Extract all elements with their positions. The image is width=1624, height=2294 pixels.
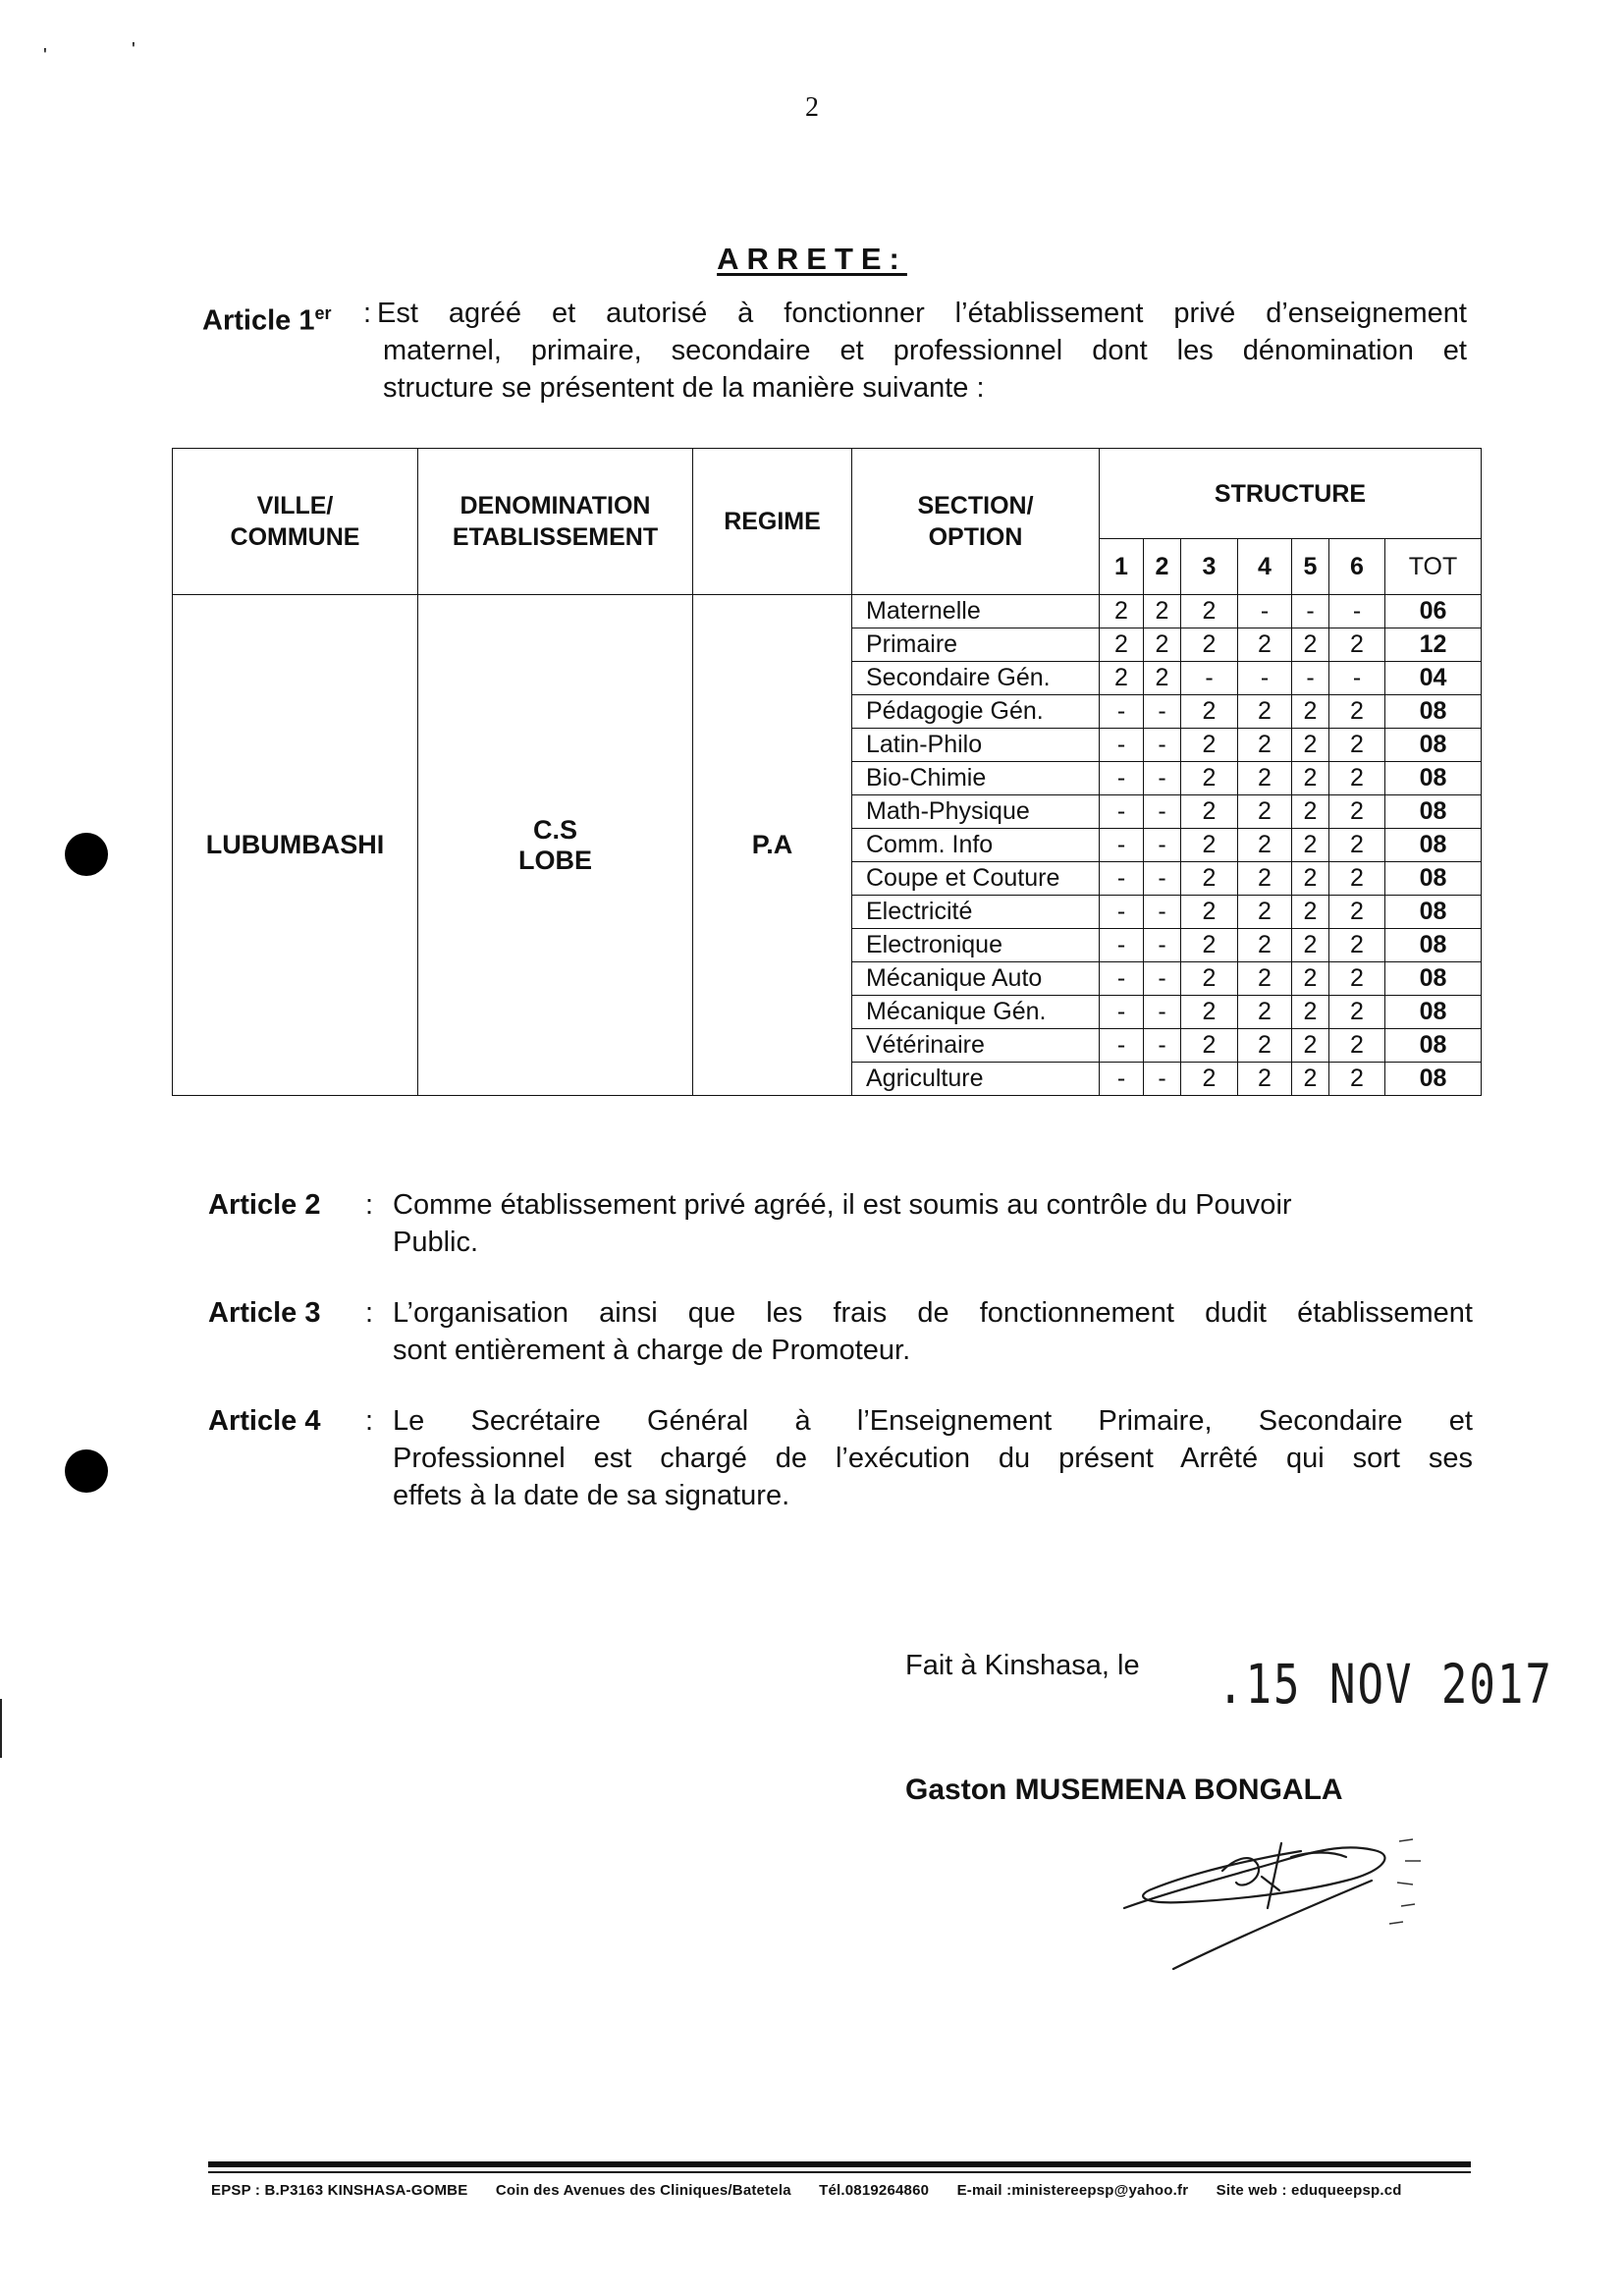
header-regime: REGIME: [693, 449, 852, 595]
year-cell: 2: [1238, 896, 1292, 929]
year-cell: 2: [1238, 729, 1292, 762]
year-cell: 2: [1238, 862, 1292, 896]
decree-heading: ARRETE:: [717, 242, 907, 276]
year-cell: 2: [1292, 996, 1329, 1029]
place-of-signature: Fait à Kinshasa, le: [905, 1650, 1140, 1681]
article-4-label: Article 4: [208, 1405, 321, 1437]
article-1-colon: :: [363, 298, 372, 329]
article-2-line: Public.: [393, 1227, 479, 1258]
ville-cell: LUBUMBASHI: [173, 595, 418, 1096]
year-cell: -: [1100, 695, 1144, 729]
year-cell: 2: [1329, 896, 1385, 929]
year-cell: -: [1100, 929, 1144, 962]
year-cell: 2: [1181, 929, 1238, 962]
year-cell: -: [1100, 996, 1144, 1029]
year-cell: -: [1144, 862, 1181, 896]
punch-hole: [65, 1449, 108, 1493]
year-cell: 2: [1181, 695, 1238, 729]
year-cell: 2: [1181, 795, 1238, 829]
table-row: [173, 595, 1482, 628]
total-cell: 08: [1385, 1029, 1482, 1063]
year-cell: 2: [1238, 929, 1292, 962]
header-structure: STRUCTURE: [1100, 449, 1482, 539]
year-cell: 2: [1100, 662, 1144, 695]
year-cell: -: [1144, 762, 1181, 795]
article-3-colon: :: [365, 1297, 374, 1329]
year-cell: 2: [1329, 795, 1385, 829]
article-1-line: structure se présentent de la manière suivante :: [383, 372, 985, 404]
year-cell: 2: [1144, 595, 1181, 628]
date-stamp: .15 NOV 2017: [1218, 1654, 1553, 1717]
year-cell: 2: [1181, 896, 1238, 929]
year-cell: -: [1100, 1029, 1144, 1063]
option-cell: Latin-Philo: [852, 729, 1100, 762]
year-cell: 2: [1181, 996, 1238, 1029]
year-cell: 2: [1292, 1063, 1329, 1096]
year-cell: 2: [1329, 762, 1385, 795]
article-1-label: Article 1er: [202, 303, 332, 337]
year-cell: -: [1144, 695, 1181, 729]
article-3: [208, 1294, 1475, 1373]
option-cell: Vétérinaire: [852, 1029, 1100, 1063]
year-cell: 2: [1329, 929, 1385, 962]
option-cell: Pédagogie Gén.: [852, 695, 1100, 729]
year-cell: -: [1238, 595, 1292, 628]
header-year-5: 5: [1292, 539, 1329, 595]
page-number: 2: [805, 92, 819, 123]
year-cell: 2: [1238, 1063, 1292, 1096]
total-cell: 06: [1385, 595, 1482, 628]
handwritten-signature: [1114, 1822, 1468, 1989]
option-cell: Electricité: [852, 896, 1100, 929]
total-cell: 08: [1385, 729, 1482, 762]
header-section: SECTION/ OPTION: [852, 449, 1100, 595]
year-cell: 2: [1329, 996, 1385, 1029]
year-cell: 2: [1238, 962, 1292, 996]
denomination-line: C.S: [532, 814, 577, 845]
year-cell: -: [1329, 662, 1385, 695]
year-cell: -: [1144, 962, 1181, 996]
year-cell: 2: [1292, 729, 1329, 762]
year-cell: 2: [1292, 795, 1329, 829]
article-2-label: Article 2: [208, 1189, 321, 1221]
article-2-text: [393, 1186, 1473, 1261]
option-cell: Comm. Info: [852, 829, 1100, 862]
total-cell: 12: [1385, 628, 1482, 662]
year-cell: 2: [1292, 762, 1329, 795]
year-cell: 2: [1292, 1029, 1329, 1063]
signer-name: Gaston MUSEMENA BONGALA: [905, 1774, 1343, 1806]
article-3-text: [393, 1294, 1473, 1369]
year-cell: -: [1100, 962, 1144, 996]
year-cell: 2: [1238, 795, 1292, 829]
year-cell: 2: [1329, 962, 1385, 996]
year-cell: 2: [1181, 862, 1238, 896]
article-3-label: Article 3: [208, 1297, 321, 1329]
article-4-line: Le Secrétaire Général à l’Enseignement Primaire, Secondaire et: [393, 1405, 1473, 1437]
article-1-line: Est agréé et autorisé à fonctionner l’établissement privé d’enseignement: [377, 298, 1467, 329]
footer-location: Coin des Avenues des Cliniques/Batetela: [495, 2182, 791, 2199]
total-cell: 08: [1385, 762, 1482, 795]
option-cell: Coupe et Couture: [852, 862, 1100, 896]
header-year-3: 3: [1181, 539, 1238, 595]
article-4-line: Professionnel est chargé de l’exécution du présent Arrêté qui sort ses: [393, 1443, 1473, 1474]
header-total: TOT: [1385, 539, 1482, 595]
year-cell: -: [1329, 595, 1385, 628]
article-1: [202, 295, 1469, 412]
header-year-4: 4: [1238, 539, 1292, 595]
footer: [211, 2182, 1478, 2199]
option-cell: Math-Physique: [852, 795, 1100, 829]
year-cell: 2: [1329, 1063, 1385, 1096]
year-cell: 2: [1100, 628, 1144, 662]
footer-email: E-mail :ministereepsp@yahoo.fr: [956, 2182, 1189, 2199]
total-cell: 08: [1385, 862, 1482, 896]
year-cell: 2: [1292, 929, 1329, 962]
year-cell: -: [1144, 795, 1181, 829]
total-cell: 08: [1385, 829, 1482, 862]
structure-table: [172, 448, 1482, 1096]
year-cell: -: [1181, 662, 1238, 695]
year-cell: 2: [1292, 695, 1329, 729]
year-cell: 2: [1181, 762, 1238, 795]
article-1-line: maternel, primaire, secondaire et professionnel dont les dénomination et: [383, 335, 1467, 366]
total-cell: 08: [1385, 996, 1482, 1029]
article-2: [208, 1186, 1475, 1265]
option-cell: Mécanique Auto: [852, 962, 1100, 996]
year-cell: 2: [1181, 595, 1238, 628]
header-year-2: 2: [1144, 539, 1181, 595]
article-3-line: L’organisation ainsi que les frais de fonctionnement dudit établissement: [393, 1297, 1473, 1329]
article-4-line: effets à la date de sa signature.: [393, 1480, 790, 1511]
year-cell: 2: [1181, 628, 1238, 662]
year-cell: -: [1238, 662, 1292, 695]
denomination-line: LOBE: [517, 845, 592, 875]
total-cell: 08: [1385, 795, 1482, 829]
total-cell: 08: [1385, 929, 1482, 962]
year-cell: 2: [1238, 695, 1292, 729]
year-cell: -: [1144, 996, 1181, 1029]
year-cell: 2: [1329, 729, 1385, 762]
option-cell: Bio-Chimie: [852, 762, 1100, 795]
year-cell: 2: [1238, 762, 1292, 795]
year-cell: 2: [1329, 1029, 1385, 1063]
year-cell: 2: [1238, 829, 1292, 862]
year-cell: -: [1100, 896, 1144, 929]
total-cell: 08: [1385, 896, 1482, 929]
year-cell: -: [1100, 795, 1144, 829]
year-cell: -: [1100, 829, 1144, 862]
year-cell: 2: [1292, 862, 1329, 896]
year-cell: 2: [1292, 829, 1329, 862]
article-4-text: [393, 1402, 1473, 1514]
structure-table-wrapper: [172, 448, 1482, 1096]
year-cell: 2: [1100, 595, 1144, 628]
year-cell: -: [1292, 662, 1329, 695]
footer-rule: [208, 2161, 1471, 2167]
year-cell: -: [1292, 595, 1329, 628]
year-cell: 2: [1329, 862, 1385, 896]
year-cell: 2: [1238, 1029, 1292, 1063]
option-cell: Electronique: [852, 929, 1100, 962]
footer-address: EPSP : B.P3163 KINSHASA-GOMBE: [211, 2182, 468, 2199]
article-3-line: sont entièrement à charge de Promoteur.: [393, 1335, 911, 1366]
year-cell: -: [1100, 1063, 1144, 1096]
year-cell: -: [1144, 896, 1181, 929]
option-cell: Primaire: [852, 628, 1100, 662]
header-year-6: 6: [1329, 539, 1385, 595]
year-cell: -: [1144, 1029, 1181, 1063]
option-cell: Mécanique Gén.: [852, 996, 1100, 1029]
scan-edge-mark: [0, 1699, 2, 1758]
year-cell: 2: [1181, 829, 1238, 862]
footer-phone: Tél.0819264860: [819, 2182, 930, 2199]
year-cell: -: [1144, 729, 1181, 762]
year-cell: 2: [1329, 829, 1385, 862]
year-cell: 2: [1238, 628, 1292, 662]
total-cell: 08: [1385, 962, 1482, 996]
year-cell: -: [1100, 729, 1144, 762]
total-cell: 08: [1385, 695, 1482, 729]
year-cell: -: [1144, 829, 1181, 862]
scan-speck: ': [43, 45, 47, 67]
header-ville: VILLE/ COMMUNE: [173, 449, 418, 595]
year-cell: 2: [1292, 896, 1329, 929]
year-cell: 2: [1292, 962, 1329, 996]
year-cell: 2: [1329, 628, 1385, 662]
year-cell: -: [1100, 862, 1144, 896]
year-cell: 2: [1181, 1063, 1238, 1096]
header-year-1: 1: [1100, 539, 1144, 595]
year-cell: 2: [1144, 628, 1181, 662]
year-cell: 2: [1181, 962, 1238, 996]
year-cell: 2: [1329, 695, 1385, 729]
year-cell: 2: [1292, 628, 1329, 662]
punch-hole: [65, 833, 108, 876]
article-2-line: Comme établissement privé agréé, il est soumis au contrôle du Pouvoir: [393, 1189, 1292, 1221]
scan-speck: ': [132, 39, 135, 61]
option-cell: Secondaire Gén.: [852, 662, 1100, 695]
year-cell: 2: [1144, 662, 1181, 695]
year-cell: 2: [1238, 996, 1292, 1029]
year-cell: 2: [1181, 1029, 1238, 1063]
footer-rule: [208, 2171, 1471, 2173]
option-cell: Agriculture: [852, 1063, 1100, 1096]
year-cell: -: [1144, 1063, 1181, 1096]
option-cell: Maternelle: [852, 595, 1100, 628]
year-cell: -: [1100, 762, 1144, 795]
denomination-cell: [418, 595, 693, 1096]
regime-cell: P.A: [693, 595, 852, 1096]
article-2-colon: :: [365, 1189, 374, 1221]
header-denomination: DENOMINATION ETABLISSEMENT: [418, 449, 693, 595]
article-1-text: [377, 295, 1467, 407]
article-4: [208, 1402, 1475, 1520]
structure-table-body: [173, 595, 1482, 1096]
year-cell: 2: [1181, 729, 1238, 762]
total-cell: 04: [1385, 662, 1482, 695]
year-cell: -: [1144, 929, 1181, 962]
footer-web: Site web : eduqueepsp.cd: [1216, 2182, 1402, 2199]
total-cell: 08: [1385, 1063, 1482, 1096]
article-4-colon: :: [365, 1405, 374, 1437]
